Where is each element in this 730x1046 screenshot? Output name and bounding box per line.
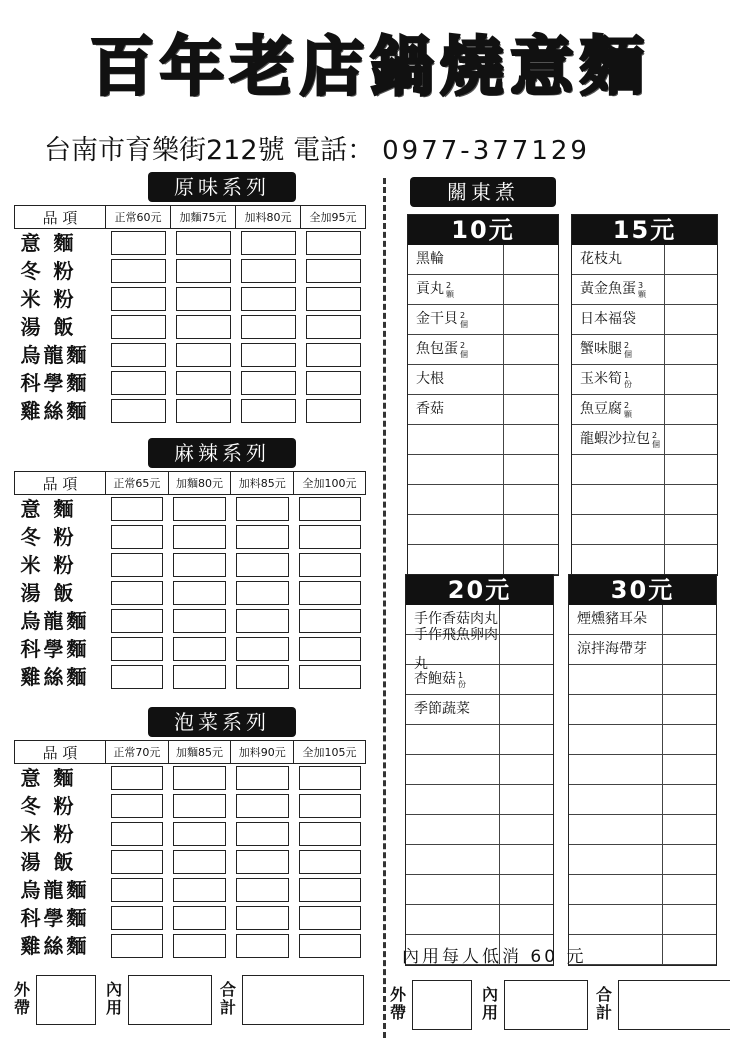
- item-name: 冬 粉: [20, 794, 77, 818]
- table-row: [15, 764, 366, 793]
- list-item: [406, 695, 553, 725]
- price-header: 10元: [408, 215, 558, 245]
- oden-item-name: 金干貝: [416, 311, 458, 327]
- quantity-box[interactable]: [665, 515, 717, 544]
- oden-item-name: 蟹味腿: [580, 341, 622, 357]
- list-item: [572, 275, 717, 305]
- quantity-box[interactable]: [504, 485, 558, 514]
- list-item: [569, 815, 716, 845]
- quantity-box[interactable]: [176, 343, 231, 367]
- quantity-box[interactable]: [663, 845, 716, 874]
- quantity-box[interactable]: [299, 525, 361, 549]
- oden-item-qty: 2顆: [446, 280, 454, 299]
- quantity-box[interactable]: [665, 395, 717, 424]
- column-header: 全加105元: [294, 741, 366, 764]
- quantity-box[interactable]: [241, 287, 296, 311]
- oden-price-group: [568, 574, 717, 966]
- table-row: [15, 848, 366, 876]
- quantity-box[interactable]: [173, 794, 226, 818]
- quantity-box[interactable]: [111, 766, 164, 790]
- quantity-box[interactable]: [236, 822, 289, 846]
- list-item: [406, 755, 553, 785]
- table-row: [15, 876, 366, 904]
- oden-item-name: 龍蝦沙拉包: [580, 431, 650, 447]
- quantity-box[interactable]: [306, 399, 361, 423]
- phone-label: 電話：: [293, 135, 375, 166]
- quantity-box[interactable]: [299, 878, 361, 902]
- quantity-box[interactable]: [111, 665, 164, 689]
- quantity-box[interactable]: [500, 695, 553, 724]
- list-item: [569, 635, 716, 665]
- series-table: [14, 740, 366, 960]
- list-item: [408, 455, 558, 485]
- list-item: [569, 665, 716, 695]
- list-item: [406, 665, 553, 695]
- quantity-box[interactable]: [111, 553, 164, 577]
- footer-label: 合計: [595, 985, 612, 1022]
- list-item: [406, 785, 553, 815]
- quantity-box[interactable]: [173, 497, 226, 521]
- oden-item-name: 黑輪: [416, 251, 444, 267]
- table-row: [15, 663, 366, 691]
- table-row: [15, 229, 366, 258]
- quantity-box[interactable]: [236, 766, 289, 790]
- quantity-box[interactable]: [500, 635, 553, 664]
- footer-label: 外帶: [13, 980, 30, 1017]
- quantity-box[interactable]: [176, 371, 231, 395]
- address: 台南市育樂街212號: [44, 135, 285, 166]
- quantity-box[interactable]: [111, 497, 164, 521]
- table-row: [15, 792, 366, 820]
- quantity-box[interactable]: [500, 845, 553, 874]
- quantity-box[interactable]: [176, 315, 231, 339]
- oden-item-name: 煙燻豬耳朵: [577, 611, 647, 627]
- quantity-box[interactable]: [111, 581, 164, 605]
- list-item: [572, 425, 717, 455]
- item-name: 烏龍麵: [20, 609, 90, 633]
- oden-item-name: 香菇: [416, 401, 444, 417]
- list-item: [408, 335, 558, 365]
- list-item: [572, 515, 717, 545]
- quantity-box[interactable]: [504, 365, 558, 394]
- item-name: 湯 飯: [20, 315, 77, 339]
- quantity-box[interactable]: [241, 315, 296, 339]
- quantity-box[interactable]: [663, 875, 716, 904]
- list-item: [408, 425, 558, 455]
- oden-item-name: 手作飛魚卵肉丸: [414, 626, 498, 672]
- list-item: [572, 485, 717, 515]
- list-item: [569, 905, 716, 935]
- item-name: 冬 粉: [20, 525, 77, 549]
- quantity-box[interactable]: [299, 609, 361, 633]
- series-title: 麻辣系列: [148, 438, 296, 468]
- column-header: 加麵85元: [168, 741, 231, 764]
- quantity-box[interactable]: [111, 609, 164, 633]
- list-item: [569, 755, 716, 785]
- list-item: [408, 515, 558, 545]
- footer-label: 內用: [481, 985, 498, 1022]
- quantity-box[interactable]: [306, 287, 361, 311]
- item-name: 米 粉: [20, 822, 77, 846]
- total-box[interactable]: [618, 980, 730, 1030]
- oden-title: 關東煮: [410, 177, 556, 207]
- quantity-box[interactable]: [236, 581, 289, 605]
- quantity-box[interactable]: [663, 635, 716, 664]
- quantity-box[interactable]: [665, 245, 717, 274]
- takeout-box[interactable]: [412, 980, 472, 1030]
- quantity-box[interactable]: [306, 231, 361, 255]
- column-header: 正常70元: [106, 741, 169, 764]
- quantity-box[interactable]: [111, 906, 164, 930]
- quantity-box[interactable]: [504, 515, 558, 544]
- quantity-box[interactable]: [665, 275, 717, 304]
- quantity-box[interactable]: [111, 934, 164, 958]
- quantity-box[interactable]: [299, 637, 361, 661]
- list-item: [406, 725, 553, 755]
- quantity-box[interactable]: [306, 343, 361, 367]
- oden-item-name: 日本福袋: [580, 311, 636, 327]
- item-name: 意 麵: [20, 231, 77, 255]
- oden-item-qty: 1份: [624, 370, 632, 389]
- list-item: [408, 485, 558, 515]
- takeout-box[interactable]: [36, 975, 96, 1025]
- column-header: 全加95元: [301, 206, 366, 229]
- quantity-box[interactable]: [663, 605, 716, 634]
- oden-price-group: [571, 214, 718, 576]
- footer-label: 外帶: [389, 985, 406, 1022]
- min-charge-note: 內用每人低消 60 元: [402, 947, 587, 967]
- quantity-box[interactable]: [299, 581, 361, 605]
- series-table: [14, 205, 366, 425]
- quantity-box[interactable]: [299, 906, 361, 930]
- item-name: 米 粉: [20, 553, 77, 577]
- list-item: [406, 626, 553, 672]
- price-header: 15元: [572, 215, 717, 245]
- column-header: 品 項: [15, 741, 106, 764]
- quantity-box[interactable]: [663, 905, 716, 934]
- oden-item-name: 貢丸: [416, 281, 444, 297]
- quantity-box[interactable]: [299, 497, 361, 521]
- quantity-box[interactable]: [173, 525, 226, 549]
- oden-item-name: 手作香菇肉丸: [414, 611, 498, 627]
- quantity-box[interactable]: [173, 850, 226, 874]
- quantity-box[interactable]: [500, 725, 553, 754]
- quantity-box[interactable]: [665, 545, 717, 574]
- item-name: 冬 粉: [20, 259, 77, 283]
- quantity-box[interactable]: [111, 850, 164, 874]
- list-item: [406, 905, 553, 935]
- quantity-box[interactable]: [504, 395, 558, 424]
- quantity-box[interactable]: [111, 315, 166, 339]
- quantity-box[interactable]: [500, 665, 553, 694]
- list-item: [572, 245, 717, 275]
- series-title: 泡菜系列: [148, 707, 296, 737]
- quantity-box[interactable]: [665, 365, 717, 394]
- item-name: 湯 飯: [20, 850, 77, 874]
- oden-item-name: 大根: [416, 371, 444, 387]
- dine-in-box[interactable]: [504, 980, 588, 1030]
- quantity-box[interactable]: [504, 245, 558, 274]
- total-box[interactable]: [242, 975, 364, 1025]
- quantity-box[interactable]: [236, 497, 289, 521]
- oden-item-qty: 1份: [458, 670, 466, 689]
- quantity-box[interactable]: [173, 665, 226, 689]
- quantity-box[interactable]: [236, 794, 289, 818]
- table-row: [15, 313, 366, 341]
- item-name: 烏龍麵: [20, 343, 90, 367]
- table-row: [15, 932, 366, 960]
- quantity-box[interactable]: [241, 371, 296, 395]
- list-item: [406, 815, 553, 845]
- list-item: [408, 395, 558, 425]
- quantity-box[interactable]: [111, 371, 166, 395]
- quantity-box[interactable]: [173, 766, 226, 790]
- divider: [383, 178, 386, 1038]
- quantity-box[interactable]: [663, 725, 716, 754]
- table-row: [15, 635, 366, 663]
- quantity-box[interactable]: [663, 695, 716, 724]
- quantity-box[interactable]: [500, 815, 553, 844]
- table-row: [15, 820, 366, 848]
- quantity-box[interactable]: [665, 485, 717, 514]
- item-name: 米 粉: [20, 287, 77, 311]
- column-header: 加麵75元: [171, 206, 236, 229]
- oden-item-name: 杏鮑菇: [414, 671, 456, 687]
- quantity-box[interactable]: [663, 755, 716, 784]
- quantity-box[interactable]: [306, 371, 361, 395]
- oden-item-qty: 2顆: [624, 400, 632, 419]
- oden-price-group: [405, 574, 554, 966]
- quantity-box[interactable]: [173, 822, 226, 846]
- item-name: 雞絲麵: [20, 665, 90, 689]
- quantity-box[interactable]: [173, 553, 226, 577]
- phone: 0977-377129: [382, 136, 590, 166]
- quantity-box[interactable]: [306, 315, 361, 339]
- quantity-box[interactable]: [299, 665, 361, 689]
- footer-label: 內用: [105, 980, 122, 1017]
- column-header: 品 項: [15, 472, 106, 495]
- quantity-box[interactable]: [500, 755, 553, 784]
- oden-item-name: 玉米筍: [580, 371, 622, 387]
- quantity-box[interactable]: [173, 934, 226, 958]
- item-name: 科學麵: [20, 371, 90, 395]
- footer-label: 合計: [219, 980, 236, 1017]
- list-item: [406, 845, 553, 875]
- quantity-box[interactable]: [173, 906, 226, 930]
- quantity-box[interactable]: [111, 822, 164, 846]
- column-header: 品 項: [15, 206, 106, 229]
- list-item: [408, 245, 558, 275]
- list-item: [572, 545, 717, 575]
- quantity-box[interactable]: [236, 609, 289, 633]
- oden-item-qty: 2個: [460, 310, 468, 329]
- table-row: [15, 257, 366, 285]
- quantity-box[interactable]: [665, 425, 717, 454]
- oden-price-group: [407, 214, 559, 576]
- oden-item-qty: 2個: [652, 430, 660, 449]
- item-name: 科學麵: [20, 906, 90, 930]
- oden-item-qty: 2個: [460, 340, 468, 359]
- item-name: 意 麵: [20, 766, 77, 790]
- quantity-box[interactable]: [500, 875, 553, 904]
- quantity-box[interactable]: [173, 609, 226, 633]
- dine-in-box[interactable]: [128, 975, 212, 1025]
- column-header: 正常65元: [106, 472, 169, 495]
- table-row: [15, 495, 366, 524]
- quantity-box[interactable]: [665, 305, 717, 334]
- list-item: [408, 275, 558, 305]
- list-item: [572, 395, 717, 425]
- quantity-box[interactable]: [504, 545, 558, 574]
- list-item: [572, 335, 717, 365]
- quantity-box[interactable]: [299, 934, 361, 958]
- quantity-box[interactable]: [663, 665, 716, 694]
- quantity-box[interactable]: [176, 399, 231, 423]
- quantity-box[interactable]: [306, 259, 361, 283]
- quantity-box[interactable]: [241, 399, 296, 423]
- list-item: [408, 365, 558, 395]
- list-item: [408, 545, 558, 575]
- table-row: [15, 523, 366, 551]
- quantity-box[interactable]: [111, 878, 164, 902]
- list-item: [569, 725, 716, 755]
- quantity-box[interactable]: [111, 525, 164, 549]
- list-item: [408, 305, 558, 335]
- quantity-box[interactable]: [173, 637, 226, 661]
- quantity-box[interactable]: [665, 455, 717, 484]
- list-item: [572, 455, 717, 485]
- quantity-box[interactable]: [236, 934, 289, 958]
- column-header: 加麵80元: [168, 472, 231, 495]
- table-row: [15, 579, 366, 607]
- quantity-box[interactable]: [111, 794, 164, 818]
- shop-title: 百年老店鍋燒意麵: [90, 30, 650, 105]
- list-item: [569, 935, 716, 965]
- quantity-box[interactable]: [236, 850, 289, 874]
- item-name: 湯 飯: [20, 581, 77, 605]
- quantity-box[interactable]: [663, 785, 716, 814]
- quantity-box[interactable]: [500, 605, 553, 634]
- quantity-box[interactable]: [176, 259, 231, 283]
- quantity-box[interactable]: [236, 525, 289, 549]
- quantity-box[interactable]: [299, 766, 361, 790]
- oden-item-qty: 3顆: [638, 280, 646, 299]
- quantity-box[interactable]: [665, 335, 717, 364]
- quantity-box[interactable]: [663, 935, 716, 964]
- quantity-box[interactable]: [173, 581, 226, 605]
- column-header: 加料85元: [231, 472, 294, 495]
- oden-item-name: 涼拌海帶芽: [577, 641, 647, 657]
- table-row: [15, 285, 366, 313]
- table-row: [15, 341, 366, 369]
- quantity-box[interactable]: [111, 637, 164, 661]
- quantity-box[interactable]: [500, 785, 553, 814]
- quantity-box[interactable]: [111, 343, 166, 367]
- column-header: 全加100元: [294, 472, 366, 495]
- quantity-box[interactable]: [241, 343, 296, 367]
- quantity-box[interactable]: [504, 455, 558, 484]
- quantity-box[interactable]: [236, 553, 289, 577]
- oden-item-name: 花枝丸: [580, 251, 622, 267]
- item-name: 雞絲麵: [20, 399, 90, 423]
- oden-item-name: 季節蔬菜: [414, 701, 470, 717]
- table-row: [15, 904, 366, 932]
- list-item: [569, 695, 716, 725]
- list-item: [569, 845, 716, 875]
- quantity-box[interactable]: [241, 231, 296, 255]
- column-header: 加料80元: [236, 206, 301, 229]
- quantity-box[interactable]: [176, 231, 231, 255]
- quantity-box[interactable]: [299, 850, 361, 874]
- quantity-box[interactable]: [299, 822, 361, 846]
- price-header: 30元: [569, 575, 716, 605]
- oden-item-name: 黃金魚蛋: [580, 281, 636, 297]
- list-item: [569, 875, 716, 905]
- table-row: [15, 551, 366, 579]
- oden-item-qty: 2個: [624, 340, 632, 359]
- quantity-box[interactable]: [500, 905, 553, 934]
- quantity-box[interactable]: [504, 425, 558, 454]
- list-item: [572, 365, 717, 395]
- quantity-box[interactable]: [111, 231, 166, 255]
- item-name: 雞絲麵: [20, 934, 90, 958]
- series-title: 原味系列: [148, 172, 296, 202]
- oden-item-name: 魚包蛋: [416, 341, 458, 357]
- quantity-box[interactable]: [504, 335, 558, 364]
- quantity-box[interactable]: [663, 815, 716, 844]
- list-item: [569, 785, 716, 815]
- column-header: 正常60元: [106, 206, 171, 229]
- item-name: 烏龍麵: [20, 878, 90, 902]
- column-header: 加料90元: [231, 741, 294, 764]
- quantity-box[interactable]: [111, 287, 166, 311]
- price-header: 20元: [406, 575, 553, 605]
- table-row: [15, 369, 366, 397]
- quantity-box[interactable]: [504, 275, 558, 304]
- list-item: [406, 875, 553, 905]
- quantity-box[interactable]: [241, 259, 296, 283]
- table-row: [15, 397, 366, 425]
- item-name: 意 麵: [20, 497, 77, 521]
- series-table: [14, 471, 366, 691]
- quantity-box[interactable]: [236, 878, 289, 902]
- quantity-box[interactable]: [236, 665, 289, 689]
- quantity-box[interactable]: [111, 259, 166, 283]
- quantity-box[interactable]: [236, 906, 289, 930]
- item-name: 科學麵: [20, 637, 90, 661]
- list-item: [569, 605, 716, 635]
- quantity-box[interactable]: [236, 637, 289, 661]
- quantity-box[interactable]: [173, 878, 226, 902]
- quantity-box[interactable]: [111, 399, 166, 423]
- quantity-box[interactable]: [176, 287, 231, 311]
- table-row: [15, 607, 366, 635]
- address-line: [44, 128, 590, 167]
- quantity-box[interactable]: [299, 794, 361, 818]
- quantity-box[interactable]: [504, 305, 558, 334]
- list-item: [572, 305, 717, 335]
- quantity-box[interactable]: [299, 553, 361, 577]
- oden-item-name: 魚豆腐: [580, 401, 622, 417]
